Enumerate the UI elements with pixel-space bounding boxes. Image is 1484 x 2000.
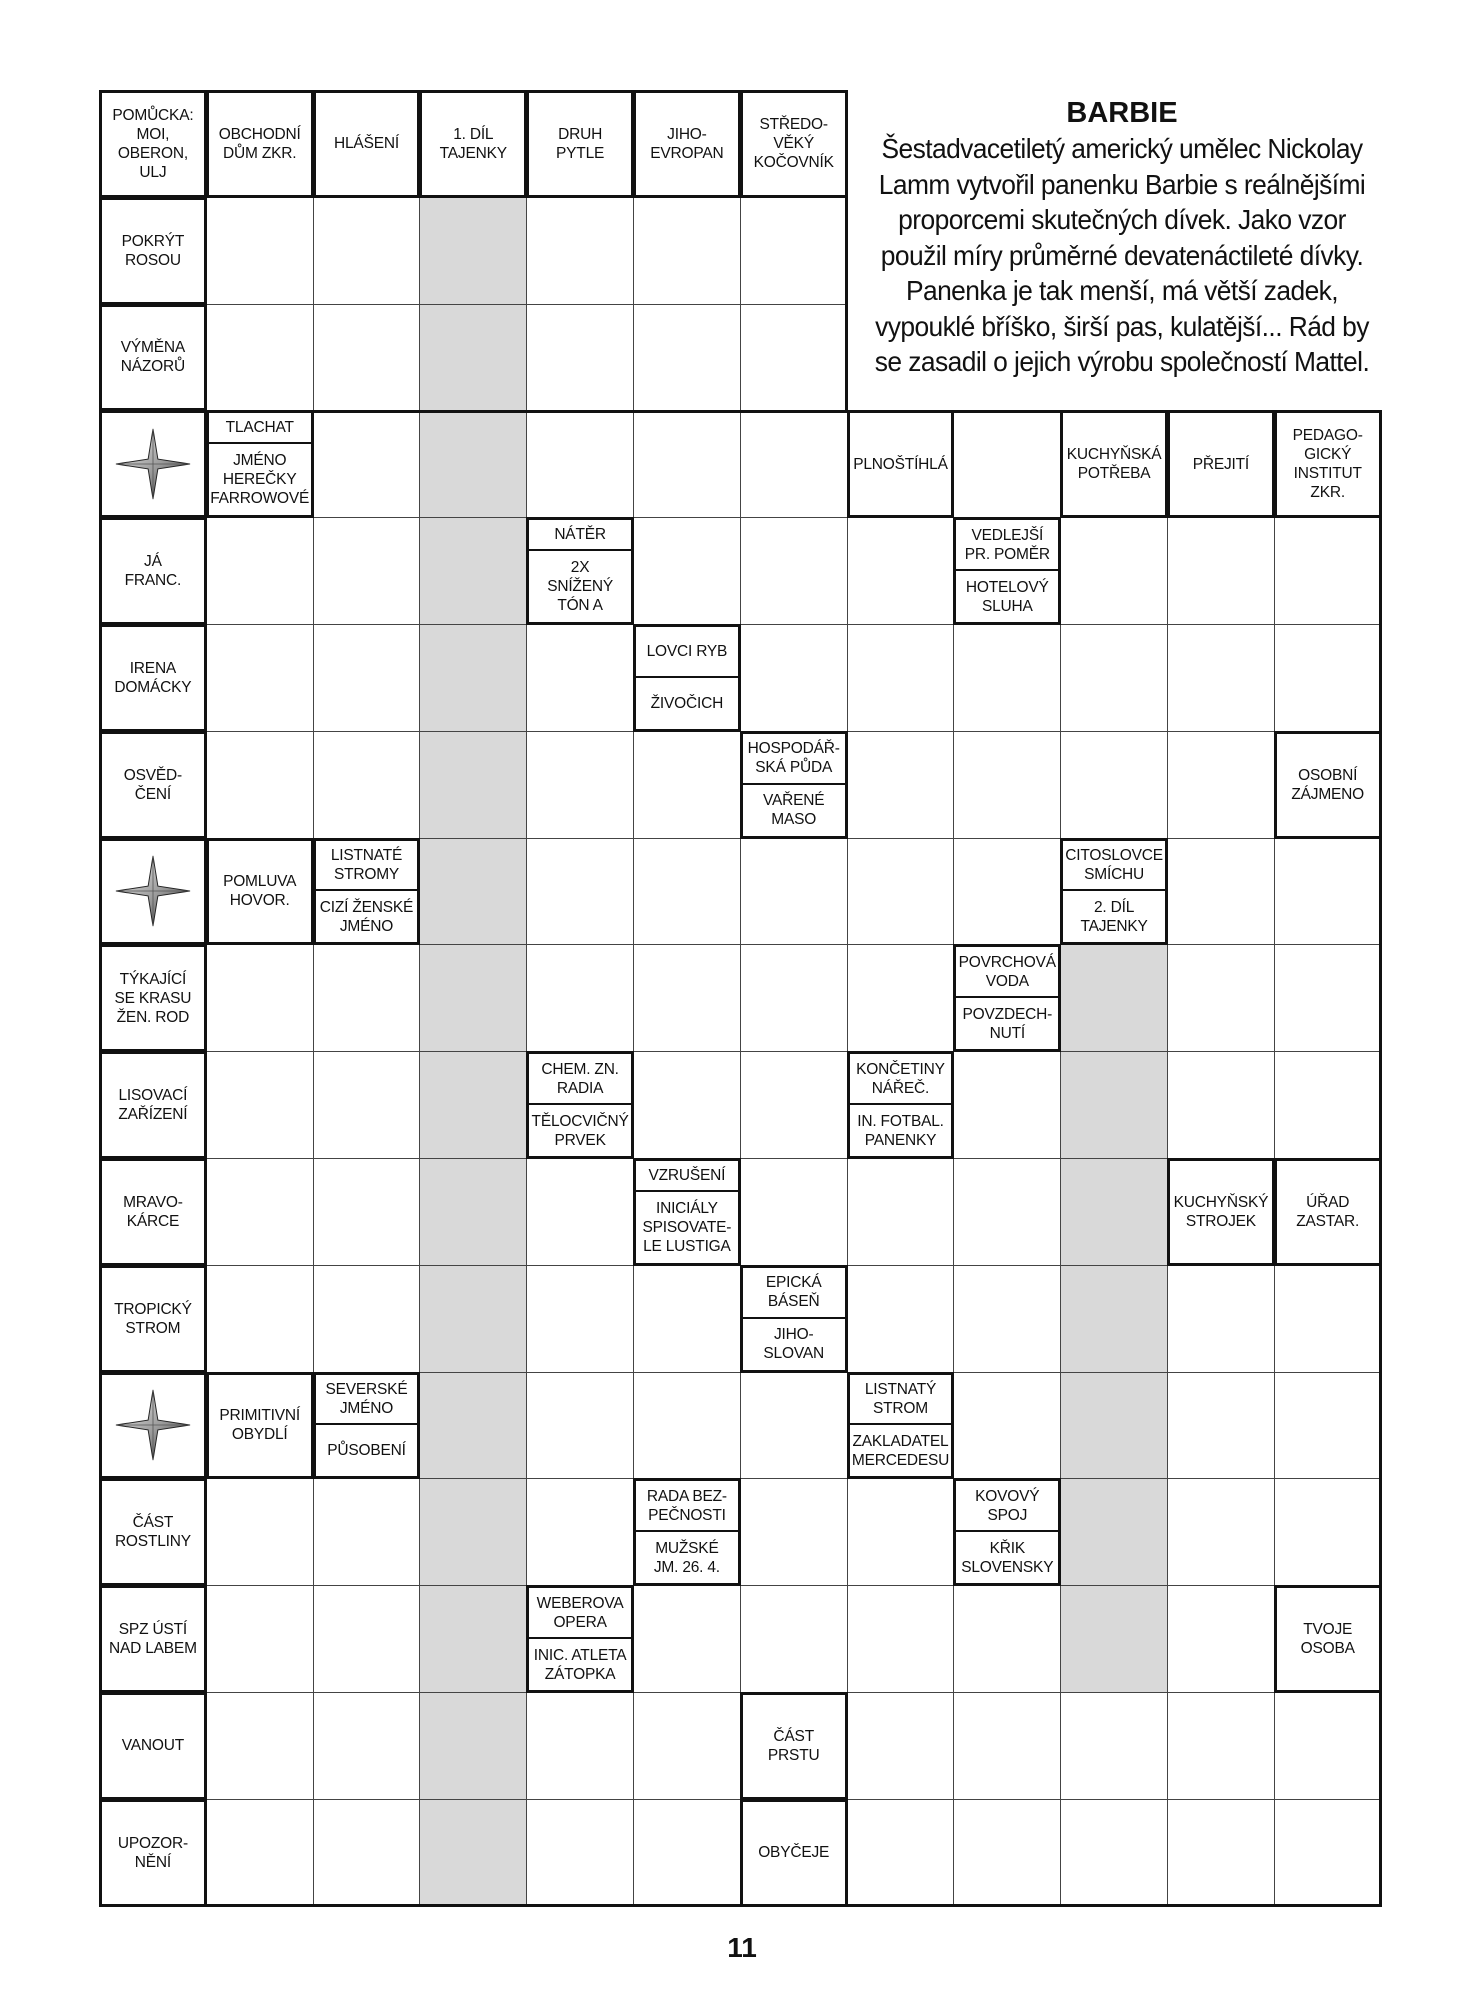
answer-cell[interactable] (526, 1372, 634, 1480)
split-clue-cell (1060, 838, 1168, 946)
answer-cell[interactable] (1274, 1478, 1382, 1586)
clue-bottom (636, 1532, 738, 1583)
answer-cell[interactable] (953, 624, 1061, 732)
clue-text: OSOBNÍ ZÁJMENO (1291, 766, 1365, 803)
answer-cell[interactable] (526, 731, 634, 839)
clue-top (850, 1375, 952, 1426)
clue-cell (1274, 1158, 1382, 1266)
clue-bottom (316, 1426, 418, 1477)
solution-cell[interactable] (419, 197, 527, 305)
clue-bottom (529, 551, 631, 622)
clue-cell (99, 517, 207, 625)
answer-cell[interactable] (953, 731, 1061, 839)
answer-cell[interactable] (633, 1051, 741, 1159)
clue-text: RADA BEZ- PEČNOSTI (646, 1487, 727, 1524)
clue-top (743, 734, 845, 785)
clue-text: LISOVACÍ ZAŘÍZENÍ (118, 1087, 188, 1124)
answer-cell[interactable] (206, 731, 314, 839)
clue-text: JMÉNO HEREČKY FARROWOVÉ (210, 452, 310, 508)
answer-cell[interactable] (1274, 1265, 1382, 1373)
answer-cell[interactable] (847, 517, 955, 625)
clue-text: MRAVO- KÁRCE (123, 1193, 183, 1230)
answer-cell[interactable] (1274, 1799, 1382, 1907)
clue-bottom (316, 892, 418, 943)
clue-text: POMLUVA HOVOR. (223, 873, 297, 910)
split-clue-cell (633, 1158, 741, 1266)
answer-cell[interactable] (847, 838, 955, 946)
answer-cell[interactable] (1274, 624, 1382, 732)
clue-text: 2. DÍL TAJENKY (1080, 898, 1148, 935)
answer-cell[interactable] (1060, 731, 1168, 839)
clue-text: OBCHODNÍ DŮM ZKR. (218, 125, 301, 162)
clue-text: VAŘENÉ MASO (763, 792, 825, 829)
answer-cell[interactable] (526, 1478, 634, 1586)
answer-cell[interactable] (740, 944, 848, 1052)
clue-cell (1274, 410, 1382, 518)
clue-text: CHEM. ZN. RADIA (541, 1060, 619, 1097)
clue-top (850, 1054, 952, 1105)
answer-cell[interactable] (526, 944, 634, 1052)
clue-text: NÁTĚR (554, 525, 606, 543)
clue-top (956, 520, 1058, 571)
clue-bottom (956, 1532, 1058, 1583)
clue-cell (206, 1372, 314, 1480)
answer-cell[interactable] (740, 1478, 848, 1586)
clue-bottom (636, 1192, 738, 1263)
solution-cell[interactable] (419, 1051, 527, 1159)
clue-text: VANOUT (121, 1737, 185, 1755)
answer-cell[interactable] (847, 1265, 955, 1373)
clue-text: HOSPODÁŘ- SKÁ PŮDA (747, 740, 840, 777)
clue-text: MUŽSKÉ JM. 26. 4. (653, 1539, 720, 1576)
answer-cell[interactable] (1167, 1799, 1275, 1907)
clue-cell (740, 1692, 848, 1800)
answer-cell[interactable] (1274, 1372, 1382, 1480)
article-box (852, 95, 1392, 380)
answer-cell[interactable] (526, 838, 634, 946)
clue-text: VÝMĚNA NÁZORŮ (120, 339, 186, 376)
clue-text: PEDAGO- GICKÝ INSTITUT ZKR. (1292, 427, 1363, 502)
answer-cell[interactable] (1167, 838, 1275, 946)
clue-text: OSVĚD- ČENÍ (123, 766, 183, 803)
answer-cell[interactable] (953, 1585, 1061, 1693)
solution-cell[interactable] (419, 944, 527, 1052)
answer-cell[interactable] (633, 410, 741, 518)
answer-cell[interactable] (1167, 1585, 1275, 1693)
answer-cell[interactable] (1167, 624, 1275, 732)
clue-text: UPOZOR- NĚNÍ (117, 1834, 188, 1871)
compass-star-icon (114, 1386, 192, 1464)
solution-cell[interactable] (1060, 1158, 1168, 1266)
solution-cell[interactable] (419, 1478, 527, 1586)
answer-cell[interactable] (526, 624, 634, 732)
clue-text: EPICKÁ BÁSEŇ (765, 1274, 822, 1311)
clue-cell (99, 731, 207, 839)
clue-top (636, 627, 738, 678)
answer-cell[interactable] (313, 1265, 421, 1373)
clue-text: LISTNATÉ STROMY (330, 847, 403, 884)
clue-text: IRENA DOMÁCKY (114, 659, 192, 696)
clue-text: POVZDECH- NUTÍ (962, 1005, 1053, 1042)
clue-text: TÝKAJÍCÍ SE KRASU ŽEN. ROD (114, 970, 192, 1026)
answer-cell[interactable] (1274, 944, 1382, 1052)
answer-cell[interactable] (847, 1799, 955, 1907)
article-title: BARBIE (1066, 97, 1178, 129)
answer-cell[interactable] (313, 517, 421, 625)
clue-cell (740, 90, 848, 198)
clue-text: WEBEROVA OPERA (536, 1594, 624, 1631)
answer-cell[interactable] (1060, 1799, 1168, 1907)
clue-text: HOTELOVÝ SLUHA (965, 578, 1049, 615)
clue-top (529, 520, 631, 551)
clue-top (316, 841, 418, 892)
solution-cell[interactable] (419, 1372, 527, 1480)
clue-top (743, 1268, 845, 1319)
clue-text: TĚLOCVIČNÝ PRVEK (531, 1112, 629, 1149)
solution-cell[interactable] (419, 1265, 527, 1373)
clue-cell (99, 1692, 207, 1800)
clue-top (209, 413, 311, 444)
clue-bottom (529, 1639, 631, 1690)
answer-cell[interactable] (1167, 1265, 1275, 1373)
answer-cell[interactable] (1167, 1692, 1275, 1800)
answer-cell[interactable] (313, 624, 421, 732)
answer-cell[interactable] (740, 410, 848, 518)
answer-cell[interactable] (313, 944, 421, 1052)
split-clue-cell (953, 517, 1061, 625)
solution-cell[interactable] (1060, 1478, 1168, 1586)
page-number: 11 (727, 1932, 757, 1963)
clue-bottom (743, 785, 845, 836)
clue-text: 2X SNÍŽENÝ TÓN A (547, 558, 613, 614)
answer-cell[interactable] (1274, 1692, 1382, 1800)
clue-cell (1167, 410, 1275, 518)
clue-cell (99, 1158, 207, 1266)
clue-text: SPZ ÚSTÍ NAD LABEM (109, 1621, 197, 1658)
answer-cell[interactable] (740, 624, 848, 732)
answer-cell[interactable] (206, 1158, 314, 1266)
answer-cell[interactable] (1060, 1692, 1168, 1800)
clue-bottom (209, 444, 311, 515)
answer-cell[interactable] (953, 1158, 1061, 1266)
answer-cell[interactable] (1274, 838, 1382, 946)
answer-cell[interactable] (740, 197, 848, 305)
solution-cell[interactable] (1060, 1372, 1168, 1480)
clue-text: PŘEJITÍ (1192, 455, 1250, 473)
solution-cell[interactable] (1060, 1585, 1168, 1693)
split-clue-cell (740, 1265, 848, 1373)
answer-cell[interactable] (1167, 1372, 1275, 1480)
answer-cell[interactable] (953, 1265, 1061, 1373)
clue-bottom (636, 678, 738, 729)
answer-cell[interactable] (1167, 944, 1275, 1052)
answer-cell[interactable] (847, 1478, 955, 1586)
clue-text: CITOSLOVCE SMÍCHU (1065, 847, 1163, 884)
clue-cell (1060, 410, 1168, 518)
split-clue-cell (847, 1372, 955, 1480)
answer-cell[interactable] (953, 1692, 1061, 1800)
answer-cell[interactable] (313, 1585, 421, 1693)
split-clue-cell (526, 1585, 634, 1693)
answer-cell[interactable] (526, 1265, 634, 1373)
answer-cell[interactable] (313, 731, 421, 839)
answer-cell[interactable] (206, 1692, 314, 1800)
clue-text: KUCHYŇSKÝ STROJEK (1173, 1193, 1269, 1230)
clue-text: JÁ FRANC. (124, 553, 182, 590)
split-clue-cell (526, 517, 634, 625)
clue-top (636, 1481, 738, 1532)
clue-text: DRUH PYTLE (556, 125, 605, 162)
clue-text: VEDLEJŠÍ PR. POMĚR (964, 526, 1050, 563)
clue-cell (313, 90, 421, 198)
answer-cell[interactable] (206, 517, 314, 625)
clue-text: IN. FOTBAL. PANENKY (857, 1112, 944, 1149)
clue-text: PŮSOBENÍ (327, 1442, 406, 1460)
answer-cell[interactable] (740, 838, 848, 946)
solution-cell[interactable] (419, 731, 527, 839)
clue-text: VZRUŠENÍ (648, 1166, 726, 1184)
clue-text: JIHO- SLOVAN (763, 1326, 824, 1363)
answer-cell[interactable] (847, 731, 955, 839)
solution-cell[interactable] (419, 1158, 527, 1266)
clue-top (529, 1054, 631, 1105)
compass-star-icon (114, 852, 192, 930)
answer-cell[interactable] (206, 1799, 314, 1907)
clue-top (636, 1161, 738, 1192)
clue-text: STŘEDO- VĚKÝ KOČOVNÍK (753, 116, 834, 172)
answer-cell[interactable] (633, 944, 741, 1052)
answer-cell[interactable] (953, 410, 1061, 518)
answer-cell[interactable] (313, 410, 421, 518)
answer-cell[interactable] (953, 838, 1061, 946)
answer-cell[interactable] (633, 304, 741, 412)
solution-cell[interactable] (419, 517, 527, 625)
clue-text: HLÁŠENÍ (334, 135, 399, 153)
answer-cell[interactable] (526, 197, 634, 305)
clue-cell (1274, 1585, 1382, 1693)
answer-cell[interactable] (740, 517, 848, 625)
clue-text: PLNOŠTÍHLÁ (853, 455, 948, 473)
clue-text: CIZÍ ŽENSKÉ JMÉNO (319, 898, 414, 935)
answer-cell[interactable] (313, 1158, 421, 1266)
solution-cell[interactable] (419, 838, 527, 946)
clue-text: POKRÝT ROSOU (121, 232, 185, 269)
answer-cell[interactable] (313, 1692, 421, 1800)
clue-cell (99, 944, 207, 1052)
clue-text: TVOJE OSOBA (1300, 1621, 1355, 1658)
clue-top (529, 1588, 631, 1639)
answer-cell[interactable] (847, 944, 955, 1052)
split-clue-cell (313, 838, 421, 946)
clue-cell (206, 838, 314, 946)
split-clue-cell (633, 624, 741, 732)
clue-text: ZAKLADATEL MERCEDESU (851, 1432, 950, 1469)
clue-text: 1. DÍL TAJENKY (439, 125, 507, 162)
solution-cell[interactable] (419, 1799, 527, 1907)
clue-cell (206, 90, 314, 198)
clue-bottom (743, 1319, 845, 1370)
clue-bottom (956, 998, 1058, 1049)
answer-cell[interactable] (526, 1799, 634, 1907)
answer-cell[interactable] (206, 624, 314, 732)
answer-cell[interactable] (633, 1692, 741, 1800)
clue-cell (99, 1051, 207, 1159)
clue-text: KŘIK SLOVENSKY (961, 1539, 1054, 1576)
split-clue-cell (953, 944, 1061, 1052)
answer-cell[interactable] (1060, 517, 1168, 625)
answer-cell[interactable] (313, 1051, 421, 1159)
answer-cell[interactable] (1167, 517, 1275, 625)
clue-bottom (850, 1105, 952, 1156)
clue-bottom (850, 1426, 952, 1477)
clue-text: ČÁST ROSTLINY (114, 1514, 191, 1551)
answer-cell[interactable] (953, 1799, 1061, 1907)
clue-cell (633, 90, 741, 198)
clue-cell (99, 197, 207, 305)
clue-bottom (956, 571, 1058, 622)
star-cell (99, 410, 207, 518)
clue-text: ŽIVOČICH (650, 694, 724, 712)
answer-cell[interactable] (633, 838, 741, 946)
clue-text: KOVOVÝ SPOJ (975, 1487, 1040, 1524)
answer-cell[interactable] (953, 1051, 1061, 1159)
solution-cell[interactable] (419, 1585, 527, 1693)
answer-cell[interactable] (206, 944, 314, 1052)
article-body: Šestadvacetiletý americký umělec Nickolay Lamm vytvořil panenku Barbie s reálnějšími proporcemi skutečných dívek. Jako vzor použil míry průměrné devatenáctileté dívky. Panenka je tak menší, má větší zadek, vypouklé bříško, širší pas, kulatější... Rád by se zasadil o jejich výrobu společností Mattel. (874, 133, 1370, 377)
clue-top (316, 1375, 418, 1426)
clue-text: ČÁST PRSTU (767, 1727, 820, 1764)
clue-cell (419, 90, 527, 198)
answer-cell[interactable] (206, 1051, 314, 1159)
solution-cell[interactable] (1060, 1051, 1168, 1159)
clue-cell (99, 1265, 207, 1373)
clue-cell (99, 624, 207, 732)
answer-cell[interactable] (526, 304, 634, 412)
compass-star-icon (114, 425, 192, 503)
answer-cell[interactable] (847, 1158, 955, 1266)
answer-cell[interactable] (633, 1265, 741, 1373)
answer-cell[interactable] (313, 1478, 421, 1586)
clue-cell (99, 1799, 207, 1907)
clue-text: POMŮCKA: MOI, OBERON, ULJ (112, 106, 194, 181)
answer-cell[interactable] (206, 197, 314, 305)
answer-cell[interactable] (847, 624, 955, 732)
answer-cell[interactable] (313, 197, 421, 305)
clue-cell (847, 410, 955, 518)
answer-cell[interactable] (1167, 1051, 1275, 1159)
clue-text: KUCHYŇSKÁ POTŘEBA (1066, 446, 1162, 483)
clue-cell (1274, 731, 1382, 839)
answer-cell[interactable] (633, 731, 741, 839)
clue-cell (99, 90, 207, 198)
clue-cell (526, 90, 634, 198)
solution-cell[interactable] (419, 304, 527, 412)
answer-cell[interactable] (633, 517, 741, 625)
split-clue-cell (206, 410, 314, 518)
answer-cell[interactable] (740, 1051, 848, 1159)
solution-cell[interactable] (1060, 944, 1168, 1052)
solution-cell[interactable] (1060, 1265, 1168, 1373)
clue-bottom (529, 1105, 631, 1156)
answer-cell[interactable] (953, 1372, 1061, 1480)
solution-cell[interactable] (419, 1692, 527, 1800)
answer-cell[interactable] (526, 1158, 634, 1266)
star-cell (99, 838, 207, 946)
split-clue-cell (740, 731, 848, 839)
answer-cell[interactable] (1167, 731, 1275, 839)
clue-cell (740, 1799, 848, 1907)
split-clue-cell (633, 1478, 741, 1586)
answer-cell[interactable] (740, 1372, 848, 1480)
answer-cell[interactable] (847, 1692, 955, 1800)
solution-cell[interactable] (419, 410, 527, 518)
answer-cell[interactable] (633, 1372, 741, 1480)
answer-cell[interactable] (1274, 517, 1382, 625)
answer-cell[interactable] (206, 1585, 314, 1693)
answer-cell[interactable] (206, 304, 314, 412)
clue-bottom (1063, 892, 1165, 943)
star-cell (99, 1372, 207, 1480)
answer-cell[interactable] (206, 1478, 314, 1586)
clue-cell (99, 1585, 207, 1693)
clue-text: SEVERSKÉ JMÉNO (325, 1381, 408, 1418)
answer-cell[interactable] (633, 1585, 741, 1693)
clue-top (956, 1481, 1058, 1532)
answer-cell[interactable] (1274, 1051, 1382, 1159)
clue-cell (99, 304, 207, 412)
clue-text: TROPICKÝ STROM (114, 1300, 192, 1337)
clue-text: JIHO- EVROPAN (650, 125, 724, 162)
clue-cell (1167, 1158, 1275, 1266)
answer-cell[interactable] (847, 1585, 955, 1693)
clue-text: POVRCHOVÁ VODA (958, 953, 1056, 990)
answer-cell[interactable] (313, 1799, 421, 1907)
answer-cell[interactable] (1167, 1478, 1275, 1586)
clue-text: PRIMITIVNÍ OBYDLÍ (219, 1407, 301, 1444)
split-clue-cell (953, 1478, 1061, 1586)
clue-text: TLACHAT (225, 419, 294, 437)
split-clue-cell (526, 1051, 634, 1159)
solution-cell[interactable] (419, 624, 527, 732)
answer-cell[interactable] (633, 1799, 741, 1907)
clue-text: KONČETINY NÁŘEČ. (856, 1060, 945, 1097)
split-clue-cell (313, 1372, 421, 1480)
answer-cell[interactable] (1060, 624, 1168, 732)
answer-cell[interactable] (526, 1692, 634, 1800)
clue-text: LISTNATÝ STROM (864, 1381, 937, 1418)
clue-text: OBYČEJE (758, 1844, 830, 1862)
answer-cell[interactable] (526, 410, 634, 518)
clue-top (956, 947, 1058, 998)
answer-cell[interactable] (740, 1585, 848, 1693)
clue-text: INICIÁLY SPISOVATE- LE LUSTIGA (642, 1199, 732, 1255)
answer-cell[interactable] (313, 304, 421, 412)
clue-text: ÚŘAD ZASTAR. (1296, 1193, 1360, 1230)
clue-text: LOVCI RYB (646, 642, 728, 660)
answer-cell[interactable] (206, 1265, 314, 1373)
clue-text: INIC. ATLETA ZÁTOPKA (533, 1646, 627, 1683)
answer-cell[interactable] (633, 197, 741, 305)
split-clue-cell (847, 1051, 955, 1159)
clue-cell (99, 1478, 207, 1586)
answer-cell[interactable] (740, 1158, 848, 1266)
answer-cell[interactable] (740, 304, 848, 412)
clue-top (1063, 841, 1165, 892)
